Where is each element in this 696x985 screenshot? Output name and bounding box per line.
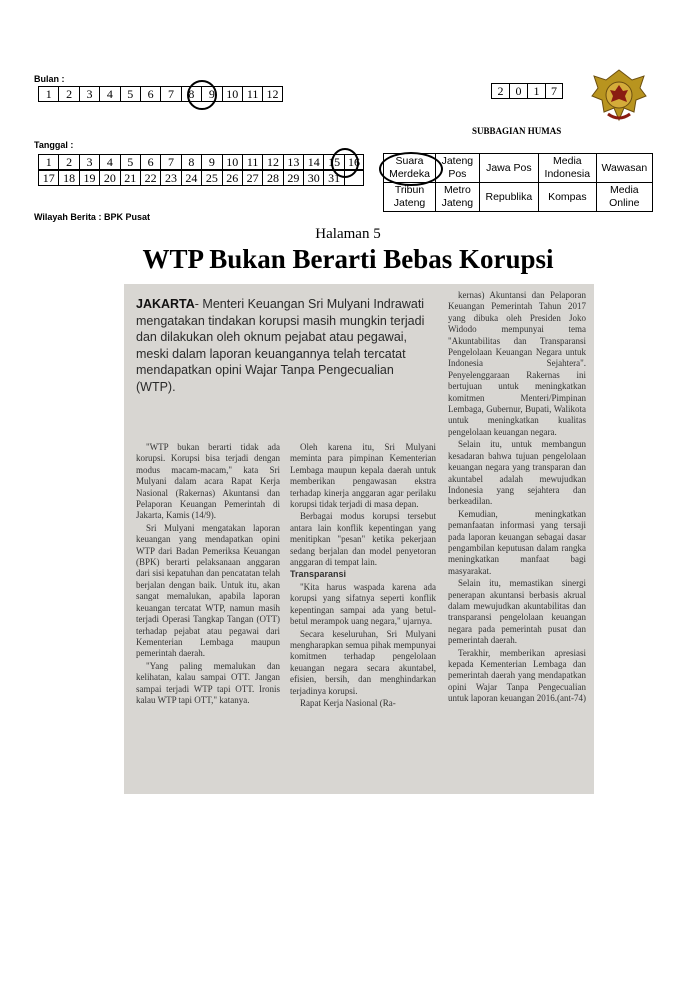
year-row	[491, 83, 563, 99]
media-cell: Kompas	[539, 183, 597, 212]
number-cell: 3	[79, 86, 99, 102]
number-cell: 7	[545, 83, 563, 99]
number-cell: 13	[283, 154, 303, 170]
number-cell: 25	[201, 170, 221, 186]
news-clipping	[124, 284, 594, 794]
media-cell: Tribun Jateng	[384, 183, 436, 212]
number-cell: 7	[160, 154, 180, 170]
selected-media-ellipse	[379, 152, 443, 186]
article-paragraph: "Yang paling memalukan dan kelihatan, kalau sampai OTT. Jangan sampai terjadi WTP tapi OTT. Ironis kalau WTP tapi OTT," katanya.	[136, 660, 280, 705]
number-cell: 27	[242, 170, 262, 186]
number-cell: 21	[120, 170, 140, 186]
number-cell: 26	[222, 170, 242, 186]
number-cell: 24	[181, 170, 201, 186]
number-cell: 1	[527, 83, 545, 99]
lead-paragraph	[136, 296, 436, 395]
article-paragraph: Secara keseluruhan, Sri Mulyani mengharapkan semua pihak mempunyai komitmen terhadap pengelolaan keuangan negara secara akuntabel, efisien, bersih, dan menghindarkan terjadinya korupsi.	[290, 628, 436, 696]
media-cell: Republika	[479, 183, 538, 212]
number-cell: 5	[120, 154, 140, 170]
months-row	[38, 86, 283, 102]
dates-row-1	[38, 154, 364, 170]
number-cell: 15	[323, 154, 343, 170]
article-paragraph: kernas) Akuntansi dan Pelaporan Keuangan Pemerintah Tahun 2017 yang dibuka oleh Presiden Joko Widodo mempunyai tema "Akuntabilitas dan Transparansi Pengelolaan Keuangan Negara untuk Indonesia Sejahtera". Penyelenggaraan Rakernas ini bertujuan untuk meningkatkan komitmen Menteri/Pimpinan Lembaga, Gubernur, Bupati, Walikota untuk meningkatkan kualitas pengelolaan keuangan negara.	[448, 290, 586, 437]
media-row-2	[384, 183, 653, 212]
number-cell: 0	[509, 83, 527, 99]
media-cell: Media Online	[596, 183, 652, 212]
number-cell: 6	[140, 154, 160, 170]
number-cell: 30	[303, 170, 323, 186]
number-cell: 11	[242, 86, 262, 102]
dates-row-2	[38, 170, 364, 186]
number-cell: 16	[344, 154, 364, 170]
number-cell: 8	[181, 86, 201, 102]
media-cell: Wawasan	[596, 154, 652, 183]
article-paragraph: Sri Mulyani mengatakan laporan keuangan yang mendapatkan opini WTP dari Badan Pemeriksa Keuangan (BPK) berarti pelaksanaan anggaran dari sisi kepatuhan dan pencatatan telah berjalan dengan baik. Untuk itu, akan sangat memalukan, apabila laporan keuangan tercatat WTP, namun masih terjadi Operasi Tangkap Tangan (OTT) terhadap pejabat atau pegawai dari Kementerian Lembaga maupun pemerintah daerah.	[136, 522, 280, 659]
number-cell: 8	[181, 154, 201, 170]
bulan-label: Bulan :	[34, 74, 65, 84]
number-cell: 31	[323, 170, 343, 186]
number-cell: 12	[262, 154, 282, 170]
number-cell: 2	[58, 154, 78, 170]
number-cell: 19	[79, 170, 99, 186]
column-2-bottom	[290, 582, 436, 709]
number-cell: 6	[140, 86, 160, 102]
media-cell: Jawa Pos	[479, 154, 538, 183]
media-cell: Jateng Pos	[436, 154, 480, 183]
number-cell: 4	[99, 86, 119, 102]
headline: WTP Bukan Berarti Bebas Korupsi	[142, 244, 554, 274]
selected-date-circle	[331, 148, 359, 178]
number-cell: 1	[38, 154, 58, 170]
article-paragraph: Rapat Kerja Nasional (Ra-	[300, 697, 396, 708]
number-cell: 28	[262, 170, 282, 186]
media-cell: Metro Jateng	[436, 183, 480, 212]
number-cell: 1	[38, 86, 58, 102]
article-paragraph: Oleh karena itu, Sri Mulyani meminta para pimpinan Kementerian Lembaga maupun kepala daerah untuk memberikan pengawasan ekstra terhadap kinerja anggaran agar perilaku korupsi tidak terjadi di masa depan.	[290, 442, 436, 510]
page-number: Halaman 5	[315, 226, 381, 242]
bpk-logo	[588, 66, 650, 124]
number-cell: 3	[79, 154, 99, 170]
article-paragraph: "Kita harus waspada karena ada korupsi yang sifatnya seperti konflik kepentingan sampai ada yang betul-betul merampok uang negara," ujarnya.	[290, 581, 436, 627]
number-cell: 12	[262, 86, 282, 102]
media-cell: Suara Merdeka	[384, 154, 436, 183]
number-cell: 11	[242, 154, 262, 170]
number-cell: 7	[160, 86, 180, 102]
number-cell: 2	[491, 83, 509, 99]
column-2	[290, 442, 436, 710]
column-3	[448, 290, 586, 706]
number-cell: 29	[283, 170, 303, 186]
number-cell: 2	[58, 86, 78, 102]
number-cell: 5	[120, 86, 140, 102]
article-paragraph: Kemudian, meningkatkan pemanfaatan informasi yang tersaji pada laporan keuangan sebagai dasar pengambilan keputusan dalam rangka meningkatkan manfaat bagi masyarakat.	[448, 508, 586, 576]
number-cell: 23	[160, 170, 180, 186]
article-paragraph: "WTP bukan berarti tidak ada korupsi. Korupsi bisa terjadi dengan modus macam-macam," kata Sri Mulyani dalam acara Rapat Kerja Nasional (Rakernas) Akuntansi dan Pelaporan Keuangan Pemerintah di Jakarta, Kamis (14/9).	[136, 442, 280, 521]
lead-dateline: JAKARTA	[136, 297, 195, 311]
tanggal-label: Tanggal :	[34, 140, 74, 150]
article-paragraph: Berbagai modus korupsi tersebut antara lain konflik kepentingan yang menitipkan "pesan" ketika pekerjaan sedang berjalan dan model penyetoran anggaran di tempat lain.	[290, 511, 436, 568]
article-paragraph: Selain itu, memastikan sinergi penerapan akuntansi berbasis akrual dalam mewujudkan akuntabilitas dan transparansi pengelolaan keuangan negara pada pemerintah pusat dan pemerintah daerah.	[448, 578, 586, 646]
number-cell: 22	[140, 170, 160, 186]
media-cell: Media Indonesia	[539, 154, 597, 183]
number-cell: 14	[303, 154, 323, 170]
number-cell: 4	[99, 154, 119, 170]
subheading-transparansi: Transparansi	[290, 569, 347, 580]
article-paragraph: Selain itu, untuk membangun kesadaran bahwa tujuan pengelolaan keuangan negara yang transparan dan akuntabel adalah mewujudkan Indonesia yang sejahtera dan berkeadilan.	[448, 439, 586, 507]
number-cell: 10	[222, 86, 242, 102]
selected-month-circle	[187, 80, 217, 110]
number-cell: 18	[58, 170, 78, 186]
wilayah-berita: Wilayah Berita : BPK Pusat	[34, 212, 150, 222]
number-cell: 10	[222, 154, 242, 170]
column-1	[136, 442, 280, 707]
number-cell: 9	[201, 154, 221, 170]
number-cell: 17	[38, 170, 58, 186]
lead-text: - Menteri Keuangan Sri Mulyani Indrawati mengatakan tindakan korupsi masih mungkin terjadi dan dilakukan oleh oknum pejabat atau pegawai, meski dalam laporan keuangannya telah tercatat mendapatkan opini Wajar Tanpa Pengecualian (WTP).	[136, 297, 425, 394]
number-cell: 9	[201, 86, 221, 102]
column-2-top	[290, 442, 436, 568]
subbagian-humas: SUBBAGIAN HUMAS	[472, 126, 562, 136]
number-cell: 20	[99, 170, 119, 186]
article-paragraph: Terakhir, memberikan apresiasi kepada Kementerian Lembaga dan pemerintah daerah yang mendapatkan opini Wajar Tanpa Pengecualian untuk laporan keuangan 2016.(ant-74)	[448, 647, 586, 704]
